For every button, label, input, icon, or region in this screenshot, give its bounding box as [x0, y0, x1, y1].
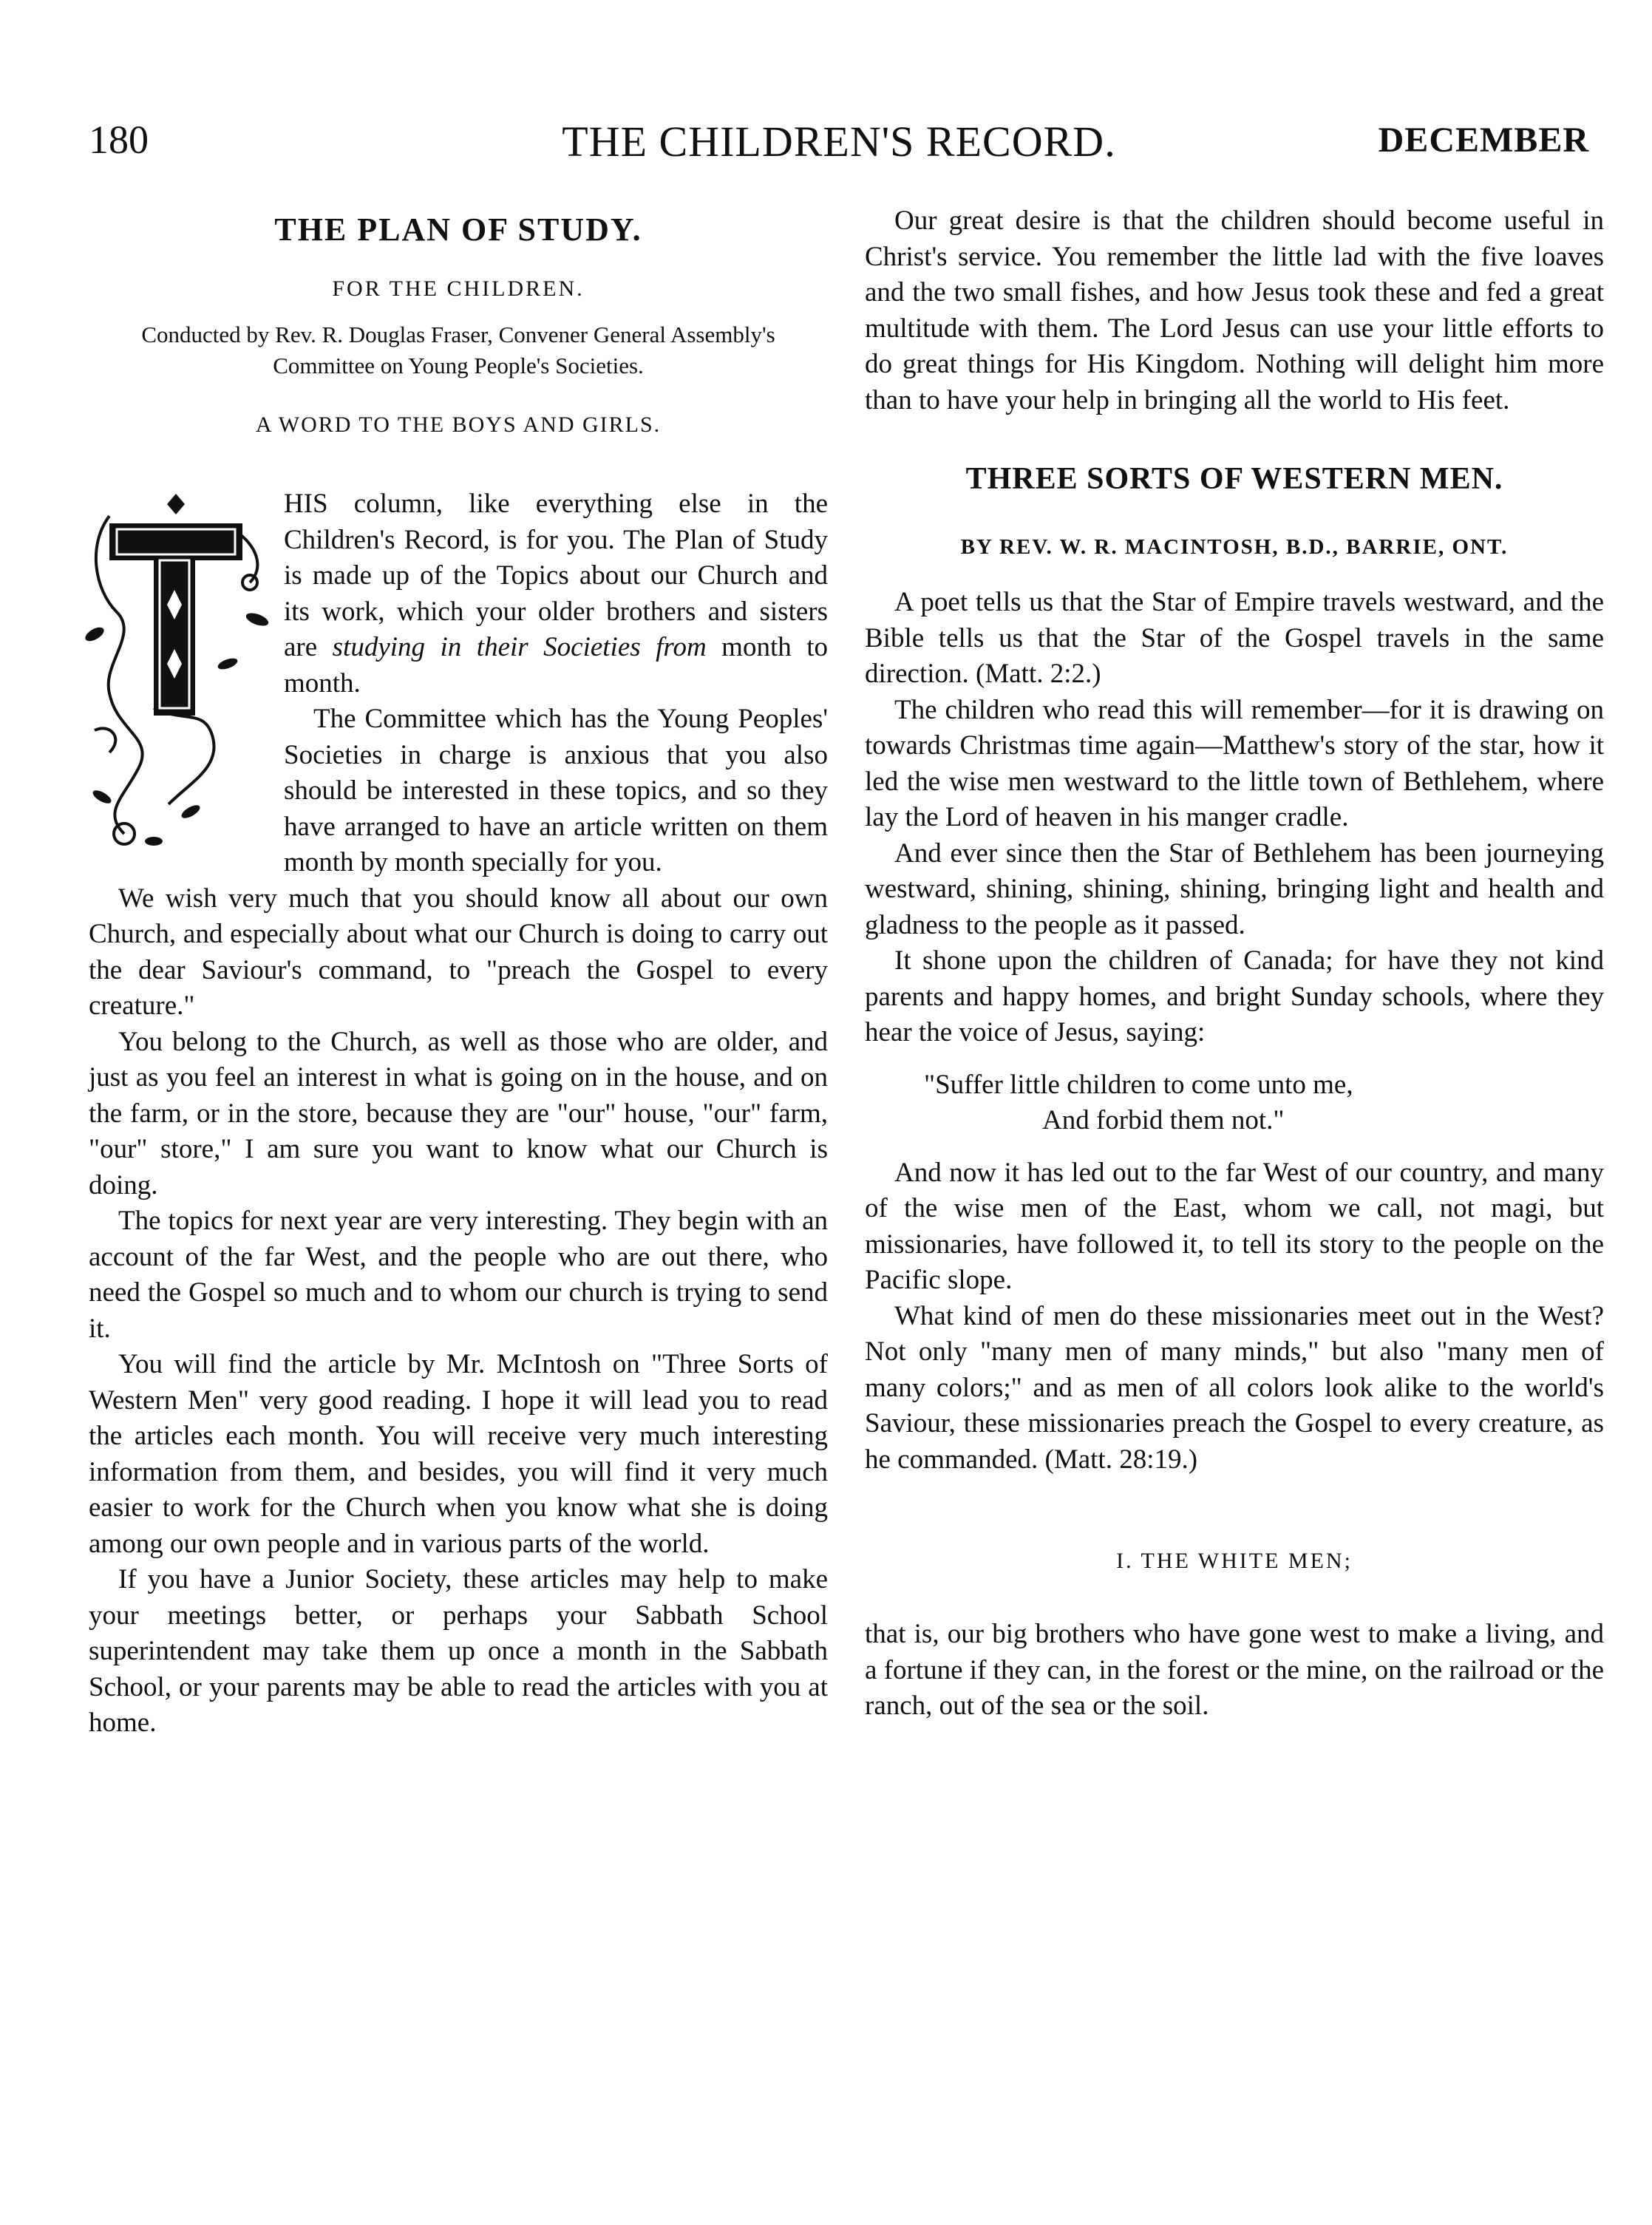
paragraph: We wish very much that you should know all about our own Church, and especially about what our Church is doing to carry out the dear Saviour's command, to "preach the Gospel to every creature." [89, 883, 828, 1021]
paragraph: The Committee which has the Young Peoples' Societies in charge is anxious that you also should be interested in these topics, and so they have arranged to have an article written on them month by month specially for you. [284, 704, 828, 877]
white-men-heading: I. THE WHITE MEN; [1116, 1549, 1353, 1573]
left-column [89, 203, 828, 1742]
italic-phrase: studying in their Societies from [332, 632, 707, 662]
paragraph: that is, our big brothers who have gone west to make a living, and a fortune if they can, in the forest or the mine, on the railroad or the ranch, out of the sea or the soil. [865, 1619, 1604, 1721]
page-number: 180 [89, 118, 149, 162]
page-header [89, 117, 1589, 176]
paragraph: A poet tells us that the Star of Empire travels westward, and the Bible tells us that the Star of the Gospel travels in the same direction. (Matt. 2:2.) [865, 587, 1604, 689]
right-column [865, 203, 1604, 1725]
paragraph: What kind of men do these missionaries meet out in the West? Not only "many men of many minds," but also "many men of many colors;" and as men of all colors look alike to the world's Saviour, these missionaries preach the Gospel to every creature, as he commanded. (Matt. 28:19.) [865, 1300, 1604, 1475]
author-byline: BY REV. W. R. MACINTOSH, B.D., BARRIE, ONT. [960, 535, 1509, 559]
intro-paragraph: Our great desire is that the children should become useful in Christ's service. You remember the little lad with the five loaves and the two small fishes, and how Jesus took these and fed a great multitude with them. The Lord Jesus can use your little efforts to do great things for His Kingdom. Nothing will delight him more than to have your help in bringing all the world to His feet. [865, 205, 1604, 415]
three-sorts-title: THREE SORTS OF WESTERN MEN. [965, 462, 1503, 496]
paragraph: It shone upon the children of Canada; for have they not kind parents and happy homes, and bright Sunday schools, where they hear the voice of Jesus, saying: [865, 945, 1604, 1047]
paragraph: The topics for next year are very interesting. They begin with an account of the far West, and the people who are out there, who need the Gospel so much and to whom our church is trying to send it. [89, 1206, 828, 1344]
quote-line: And forbid them not." [1042, 1105, 1285, 1135]
scripture-quote [865, 1067, 1604, 1139]
word-to-boys-girls-heading: A WORD TO THE BOYS AND GIRLS. [255, 412, 662, 437]
dropcap-continuation: HIS column, like everything else in the Children's Record, is for you. The Plan of Study is made up of the Topics about our Church and its work, which your older brothers and sisters are [284, 489, 828, 662]
paragraph: You belong to the Church, as well as those who are older, and just as you feel an interest in what is going on in the house, and on the farm, or in the store, because they are "our" house, "our" farm, "our" store," I am sure you want to know what our Church is doing. [89, 1026, 828, 1200]
issue-month: DECEMBER [1378, 120, 1589, 160]
opening-paragraph-end: month to month. [284, 632, 829, 699]
quote-line: "Suffer little children to come unto me, [924, 1069, 1353, 1100]
opening-section [89, 486, 828, 881]
paragraph: And ever since then the Star of Bethlehem has been journeying westward, shining, shining, shining, bringing light and health and gladness to the people as it passed. [865, 838, 1604, 940]
paragraph: You will find the article by Mr. McIntosh on "Three Sorts of Western Men" very good reading. I hope it will lead you to read the articles each month. You will receive very much interesting information from them, and besides, you will find it very much easier to work for the Church when you know what she is doing among our own people and in various parts of the world. [89, 1349, 828, 1559]
paragraph: If you have a Junior Society, these articles may help to make your meetings better, or perhaps your Sabbath School superintendent may take them up once a month in the Sabbath School, or your parents may be able to read the articles with you at home. [89, 1564, 828, 1738]
conducted-by-note: Conducted by Rev. R. Douglas Fraser, Convener General Assembly's Committee on Young People's Societies. [141, 322, 775, 378]
plan-of-study-title: THE PLAN OF STUDY. [274, 211, 642, 248]
paragraph: The children who read this will remember—for it is drawing on towards Christmas time again—Matthew's story of the star, how it led the wise men westward to the little town of Bethlehem, where lay the Lord of heaven in his manger cradle. [865, 694, 1604, 832]
magazine-title: THE CHILDREN'S RECORD. [562, 118, 1116, 166]
for-children-subtitle: FOR THE CHILDREN. [332, 276, 585, 301]
ornamental-dropcap-icon [80, 486, 273, 856]
paragraph: And now it has led out to the far West of our country, and many of the wise men of the East, whom we call, not magi, but missionaries, have followed it, to tell its story to the people on the Pacific slope. [865, 1157, 1604, 1295]
